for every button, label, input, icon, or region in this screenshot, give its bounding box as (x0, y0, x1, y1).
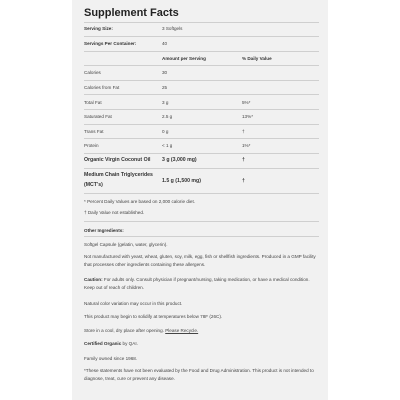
divider (84, 22, 319, 23)
storage-text (84, 327, 318, 335)
softgel-text: Softgel Capsule (gelatin, water, glycerin). (84, 242, 168, 247)
column-header-daily-value: % Daily Value (242, 56, 272, 61)
divider (84, 109, 319, 110)
ingredient-amount: 3 g (3,000 mg) (162, 157, 197, 163)
allergen-text: Not manufactured with yeast, wheat, gluten, soy, milk, egg, fish or shellfish ingredients. Produced in a GMP facility that processes other ingredients containing these allergens. (84, 254, 316, 267)
ingredient-amount: 1.5 g (1,500 mg) (162, 178, 201, 184)
divider (84, 153, 319, 154)
divider (84, 138, 319, 139)
nutrient-amount: 0 g (162, 129, 169, 134)
nutrient-name: Calories from Fat (84, 85, 120, 90)
nutrient-name: Protein (84, 143, 99, 148)
nutrient-name: Total Fat (84, 100, 102, 105)
solidify-text: This product may begin to solidify at temperatures below 78F (26C). (84, 314, 223, 319)
ingredient-daily-value: † (242, 178, 245, 184)
fda-disclaimer-text: *These statements have not been evaluated by the Food and Drug Administration. This product is not intended to diagnose, treat, cure or prevent any disease. (84, 368, 314, 381)
divider (84, 65, 319, 66)
ingredient-daily-value: † (242, 157, 245, 163)
column-header-amount: Amount per Serving (162, 56, 206, 61)
divider (84, 236, 319, 237)
nutrient-name: Saturated Fat (84, 114, 112, 119)
certified-text (84, 340, 318, 348)
divider (84, 80, 319, 81)
serving-size-label: Serving Size: (84, 26, 113, 31)
divider (84, 51, 319, 52)
serving-size-value: 3 Softgels (162, 26, 183, 31)
recycle-link[interactable]: Please Recycle. (165, 328, 199, 333)
nutrient-amount: 30 (162, 70, 168, 75)
ingredient-name-continued: (MCT's) (84, 182, 103, 188)
caution-body: For adults only. Consult physician if pregnant/nursing, taking medication, or have a medical condition. Keep out of reach of children. (84, 277, 310, 290)
page-title: Supplement Facts (84, 7, 179, 19)
caution-label: Caution: (84, 277, 103, 282)
caution-text (84, 276, 318, 292)
divider (84, 94, 319, 95)
nutrient-daily-value: 13%* (242, 114, 253, 119)
divider (84, 221, 319, 222)
other-ingredients-heading: Other Ingredients: (84, 228, 124, 233)
servings-per-container-value: 40 (162, 41, 168, 46)
certified-body: by QAI. (121, 341, 138, 346)
nutrient-daily-value: 1%* (242, 143, 251, 148)
divider (84, 124, 319, 125)
divider (84, 193, 319, 194)
nutrient-daily-value: 5%* (242, 100, 251, 105)
color-variation-text: Natural color variation may occur in this product. (84, 301, 183, 306)
divider (84, 36, 319, 37)
nutrient-daily-value: † (242, 129, 245, 134)
nutrient-name: Trans Fat (84, 129, 104, 134)
footnote-percent-dv: * Percent Daily Values are based on 2,000 calorie diet. (84, 199, 195, 204)
storage-body: Store in a cool, dry place after opening. (84, 328, 166, 333)
ingredient-name: Medium Chain Triglycerides (84, 172, 153, 178)
nutrient-amount: 3 g (162, 100, 169, 105)
divider (84, 168, 319, 169)
supplement-facts-panel (72, 0, 328, 400)
nutrient-amount: < 1 g (162, 143, 173, 148)
family-owned-text: Family owned since 1968. (84, 356, 138, 361)
certified-label: Certified Organic (84, 341, 122, 346)
nutrient-amount: 2.5 g (162, 114, 173, 119)
footnote-dagger: † Daily Value not established. (84, 210, 145, 215)
nutrient-amount: 25 (162, 85, 168, 90)
servings-per-container-label: Servings Per Container: (84, 41, 137, 46)
nutrient-name: Calories (84, 70, 101, 75)
ingredient-name: Organic Virgin Coconut Oil (84, 157, 151, 163)
